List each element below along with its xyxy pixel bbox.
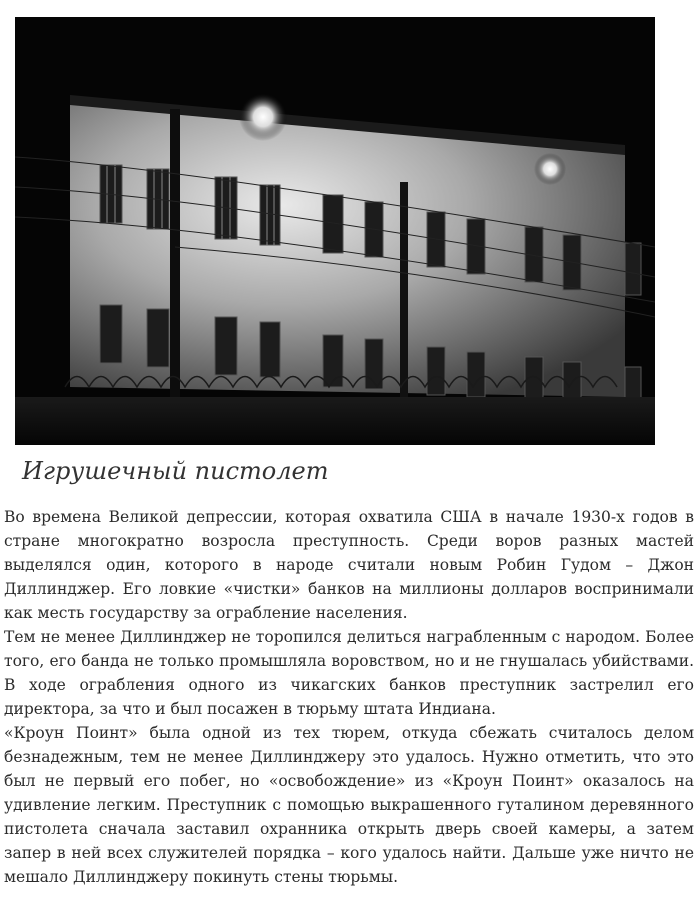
- prison-night-photo: [15, 17, 655, 445]
- electric-pole: [170, 109, 180, 409]
- paragraph: Во времена Великой депрессии, которая охватила США в начале 1930-х годов в стране многократно возросла преступность. Среди воров разных мастей выделялся один, которого в народе считали новым Робин Гудом – Джон Диллинджер. Его ловкие «чистки» банков на миллионы долларов воспринимали как месть государству за ограбление населения.: [4, 508, 694, 622]
- street-lamp-icon: [534, 153, 566, 185]
- article-body: [4, 505, 694, 889]
- paragraph: «Кроун Поинт» была одной из тех тюрем, откуда сбежать считалось делом безнадежным, тем не менее Диллинджеру это удалось. Нужно отметить, что это был не первый его побег, но «освобождение» из «Кроун Поинт» оказалось на удивление легким. Преступник с помощью выкрашенного гуталином деревянного пистолета сначала заставил охранника открыть дверь своей камеры, а затем запер в ней всех служителей порядка – кого удалось найти. Дальше уже ничто не мешало Диллинджеру покинуть стены тюрьмы.: [4, 724, 694, 886]
- fence-pole: [400, 182, 408, 402]
- street-lamp-icon: [239, 93, 287, 141]
- article-title: Игрушечный пистолет: [22, 457, 329, 485]
- prison-building-illustration: [15, 17, 655, 445]
- paragraph: Тем не менее Диллинджер не торопился делиться награбленным с народом. Более того, его банда не только промышляла воровством, но и не гнушалась убийствами. В ходе ограбления одного из чикагских банков преступник застрелил его директора, за что и был посажен в тюрьму штата Индиана.: [4, 628, 694, 718]
